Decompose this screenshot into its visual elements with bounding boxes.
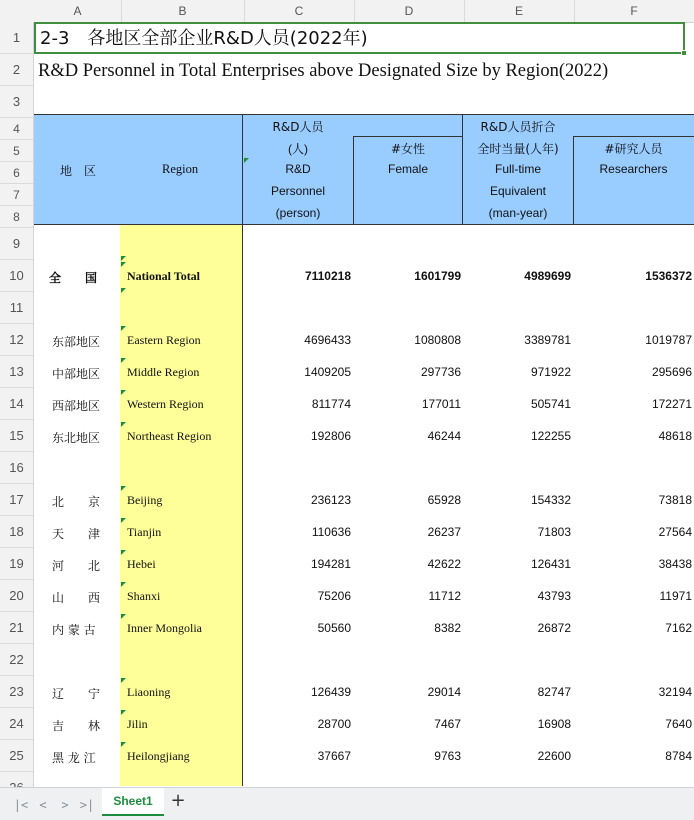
value-female: 7467 (434, 717, 461, 731)
column-header-d[interactable]: D (354, 0, 465, 22)
add-sheet-button[interactable] (170, 791, 186, 811)
next-sheet-button[interactable]: > (61, 798, 69, 812)
sheet-tab-sheet1[interactable] (102, 788, 164, 816)
region-name-en: Middle Region (127, 365, 200, 379)
value-researchers: 1536372 (645, 269, 692, 283)
table-row[interactable] (34, 484, 694, 516)
region-name-cn: 中部地区 (52, 367, 101, 381)
value-researchers: 172271 (651, 397, 692, 411)
value-female: 297736 (420, 365, 461, 379)
hdr-d-line-1: Female (387, 162, 428, 176)
row-header-20[interactable]: 20 (0, 580, 34, 612)
header-region-cn: 地 区 (60, 164, 97, 178)
row-header-15[interactable]: 15 (0, 420, 34, 452)
value-rd-personnel: 1409205 (304, 365, 351, 379)
table-row[interactable] (34, 260, 694, 292)
region-name-en: Heilongjiang (127, 749, 190, 763)
row-header-19[interactable]: 19 (0, 548, 34, 580)
value-fte: 82747 (537, 685, 571, 699)
value-female: 11712 (428, 589, 461, 603)
value-rd-personnel: 28700 (317, 717, 351, 731)
region-name-en: Northeast Region (127, 429, 212, 443)
column-header-f[interactable]: F (574, 0, 694, 22)
row-header-5[interactable]: 5 (0, 140, 34, 162)
hdr-f-line-1: Researchers (599, 162, 668, 176)
table-row[interactable] (34, 612, 694, 644)
region-name-cn: 吉 林 (52, 719, 101, 733)
region-name-en: Western Region (127, 397, 204, 411)
row-header-3[interactable]: 3 (0, 86, 34, 118)
hdr-e-line-1: 全时当量(人年) (477, 142, 559, 156)
region-name-cn: 黑 龙 江 (52, 751, 96, 765)
row-header-8[interactable]: 8 (0, 206, 34, 228)
selection-handle[interactable] (681, 50, 687, 56)
value-female: 26237 (427, 525, 461, 539)
cell-comment-marker (121, 710, 126, 715)
value-female: 177011 (421, 397, 461, 411)
hdr-e-line-2: Full-time (494, 162, 541, 176)
value-female: 46244 (427, 429, 461, 443)
value-fte: 126431 (530, 557, 571, 571)
value-female: 1080808 (414, 333, 461, 347)
cell-comment-marker (121, 614, 126, 619)
region-name-en: Jilin (127, 717, 148, 731)
hdr-c-line-1: (人) (288, 142, 308, 156)
region-name-cn: 内 蒙 古 (52, 623, 96, 637)
value-researchers: 27564 (658, 525, 692, 539)
cell-comment-marker (121, 742, 126, 747)
value-fte: 4989699 (524, 269, 571, 283)
cell-comment-marker (121, 678, 126, 683)
region-name-en: Hebei (127, 557, 156, 571)
title-cell[interactable] (34, 22, 685, 54)
region-name-en: Eastern Region (127, 333, 201, 347)
row-header-18[interactable]: 18 (0, 516, 34, 548)
region-name-en: National Total (127, 269, 201, 283)
cell-comment-marker (121, 486, 126, 491)
row-header-6[interactable]: 6 (0, 162, 34, 184)
column-header-a[interactable]: A (34, 0, 122, 22)
value-researchers: 32194 (658, 685, 692, 699)
hdr-f-line-0: #研究人员 (604, 142, 663, 156)
header-region-en: Region (162, 162, 199, 176)
table-row[interactable] (34, 388, 694, 420)
row-header-7[interactable]: 7 (0, 184, 34, 206)
row-header-16[interactable]: 16 (0, 452, 34, 484)
column-header-e[interactable]: E (464, 0, 575, 22)
value-female: 42622 (427, 557, 461, 571)
row-header-24[interactable]: 24 (0, 708, 34, 740)
value-female: 65928 (427, 493, 461, 507)
table-row[interactable] (34, 420, 694, 452)
table-row[interactable] (34, 548, 694, 580)
last-sheet-button[interactable]: >| (79, 798, 95, 812)
table-row[interactable] (34, 324, 694, 356)
cell-comment-marker (121, 262, 126, 267)
sheet-tab-label: Sheet1 (113, 794, 153, 808)
value-fte: 3389781 (524, 333, 571, 347)
cell-comment-marker (121, 390, 126, 395)
value-rd-personnel: 7110218 (304, 269, 351, 283)
sheet-tab-bar (0, 787, 694, 820)
value-fte: 971922 (530, 365, 571, 379)
hdr-c-line-3: Personnel (270, 184, 326, 198)
value-fte: 122255 (530, 429, 571, 443)
cell-comment-marker (121, 358, 126, 363)
row-header-17[interactable]: 17 (0, 484, 34, 516)
hdr-e-line-0: R&D人员折合 (480, 120, 556, 134)
region-name-en: Tianjin (127, 525, 162, 539)
column-header-b[interactable]: B (121, 0, 245, 22)
region-name-en: Liaoning (127, 685, 171, 699)
column-header-c[interactable]: C (244, 0, 355, 22)
row-header-1[interactable]: 1 (0, 22, 34, 54)
value-rd-personnel: 110636 (311, 525, 351, 539)
value-fte: 26872 (537, 621, 571, 635)
region-name-cn: 山 西 (52, 591, 101, 605)
value-fte: 71803 (537, 525, 571, 539)
value-rd-personnel: 192806 (310, 429, 351, 443)
table-row[interactable] (34, 580, 694, 612)
sheet-navigation (10, 794, 98, 813)
region-name-cn: 天 津 (52, 527, 101, 541)
value-researchers: 38438 (658, 557, 692, 571)
table-title-en: R&D Personnel in Total Enterprises above Designated Size by Region(2022) (38, 61, 609, 81)
value-fte: 505741 (530, 397, 571, 411)
region-name-cn: 东部地区 (52, 335, 101, 349)
hdr-e-line-4: (man-year) (488, 206, 548, 220)
hdr-d-line-0: #女性 (390, 142, 426, 156)
value-rd-personnel: 50560 (317, 621, 351, 635)
row-header-12[interactable]: 12 (0, 324, 34, 356)
value-female: 1601799 (414, 269, 461, 283)
value-female: 9763 (434, 749, 461, 763)
prev-sheet-button[interactable]: < (39, 798, 47, 812)
cell-comment-marker (121, 422, 126, 427)
value-researchers: 295696 (651, 365, 692, 379)
value-rd-personnel: 236123 (310, 493, 351, 507)
region-name-cn: 北 京 (52, 495, 101, 509)
column-header-bar (0, 0, 694, 23)
region-name-en: Shanxi (127, 589, 161, 603)
first-sheet-button[interactable]: |< (13, 798, 29, 812)
hdr-c-line-2: R&D (285, 162, 311, 176)
value-rd-personnel: 194281 (310, 557, 351, 571)
value-researchers: 73818 (658, 493, 692, 507)
hdr-c-line-4: (person) (275, 206, 321, 220)
table-row[interactable] (34, 516, 694, 548)
value-researchers: 7640 (665, 717, 692, 731)
plus-icon: + (170, 790, 186, 811)
value-researchers: 11971 (659, 589, 692, 603)
row-header-13[interactable]: 13 (0, 356, 34, 388)
row-header-25[interactable]: 25 (0, 740, 34, 772)
value-rd-personnel: 37667 (317, 749, 351, 763)
hdr-c-line-0: R&D人员 (272, 120, 324, 134)
value-researchers: 48618 (658, 429, 692, 443)
table-row[interactable] (34, 356, 694, 388)
hdr-e-line-3: Equivalent (489, 184, 547, 198)
region-name-en: Beijing (127, 493, 163, 507)
value-rd-personnel: 75206 (317, 589, 351, 603)
row-header-23[interactable]: 23 (0, 676, 34, 708)
value-fte: 43793 (537, 589, 571, 603)
value-rd-personnel: 811774 (311, 397, 351, 411)
row-header-11[interactable]: 11 (0, 292, 34, 324)
row-header-9[interactable]: 9 (0, 228, 34, 260)
value-female: 8382 (434, 621, 461, 635)
table-row[interactable] (34, 676, 694, 708)
region-name-cn: 全 国 (49, 271, 98, 285)
cell-comment-marker (121, 518, 126, 523)
region-name-cn: 河 北 (52, 559, 101, 573)
value-researchers: 1019787 (645, 333, 692, 347)
cell-comment-marker (121, 582, 126, 587)
row-header-14[interactable]: 14 (0, 388, 34, 420)
table-title-cn: 2-3 各地区全部企业R&D人员(2022年) (40, 28, 368, 49)
value-rd-personnel: 4696433 (304, 333, 351, 347)
row-header-2[interactable]: 2 (0, 54, 34, 86)
table-row[interactable] (34, 740, 694, 772)
value-researchers: 8784 (665, 749, 692, 763)
region-name-cn: 西部地区 (52, 399, 101, 413)
value-fte: 16908 (537, 717, 571, 731)
row-header-4[interactable]: 4 (0, 118, 34, 140)
row-header-10[interactable]: 10 (0, 260, 34, 292)
row-header-22[interactable]: 22 (0, 644, 34, 676)
value-fte: 22600 (537, 749, 571, 763)
cell-comment-marker (121, 550, 126, 555)
cell-comment-marker (121, 326, 126, 331)
region-name-en: Inner Mongolia (127, 621, 202, 635)
value-rd-personnel: 126439 (310, 685, 351, 699)
value-researchers: 7162 (665, 621, 692, 635)
region-name-cn: 东北地区 (52, 431, 101, 445)
value-fte: 154332 (530, 493, 571, 507)
row-header-21[interactable]: 21 (0, 612, 34, 644)
table-row[interactable] (34, 708, 694, 740)
worksheet-grid[interactable] (34, 22, 694, 786)
value-female: 29014 (427, 685, 461, 699)
region-name-cn: 辽 宁 (52, 687, 101, 701)
